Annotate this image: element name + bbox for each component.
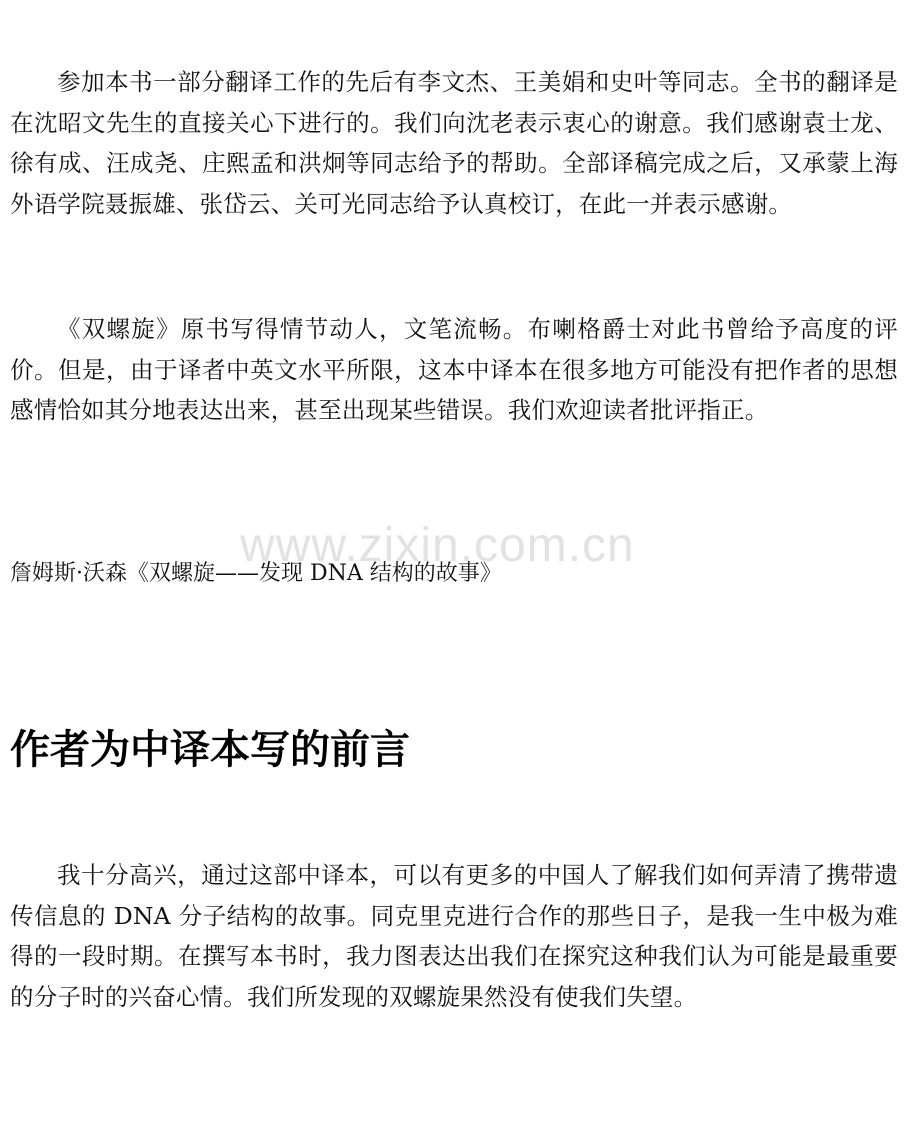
author-preface-paragraph: 我十分高兴，通过这部中译本，可以有更多的中国人了解我们如何弄清了携带遗传信息的 DNA 分子结构的故事。同克里克进行合作的那些日子，是我一生中极为难得的一段时期。在撰写本书时，我力图表达出我们在探究这种我们认为可能是最重要的分子时的兴奋心情。我们所发现的双螺旋果然没有使我们失望。 (10, 861, 898, 1011)
site-watermark: www.zixin.com.cn (240, 519, 635, 572)
translator-acknowledgement-paragraph: 参加本书一部分翻译工作的先后有李文杰、王美娟和史叶等同志。全书的翻译是在沈昭文先生的直接关心下进行的。我们向沈老表示衷心的谢意。我们感谢袁士龙、徐有成、汪成尧、庄熙孟和洪炯等同志给予的帮助。全部译稿完成之后，又承蒙上海外语学院聂振雄、张岱云、关可光同志给予认真校订，在此一并表示感谢。 (10, 68, 898, 218)
translation-note-paragraph: 《双螺旋》原书写得情节动人，文笔流畅。布喇格爵士对此书曾给予高度的评价。但是，由于译者中英文水平所限，这本中译本在很多地方可能没有把作者的思想感情恰如其分地表达出来，甚至出现某些错误。我们欢迎读者批评指正。 (10, 315, 898, 424)
section-heading: 作者为中译本写的前言 (10, 727, 410, 773)
book-citation: 詹姆斯·沃森《双螺旋——发现 DNA 结构的故事》 (10, 561, 502, 586)
